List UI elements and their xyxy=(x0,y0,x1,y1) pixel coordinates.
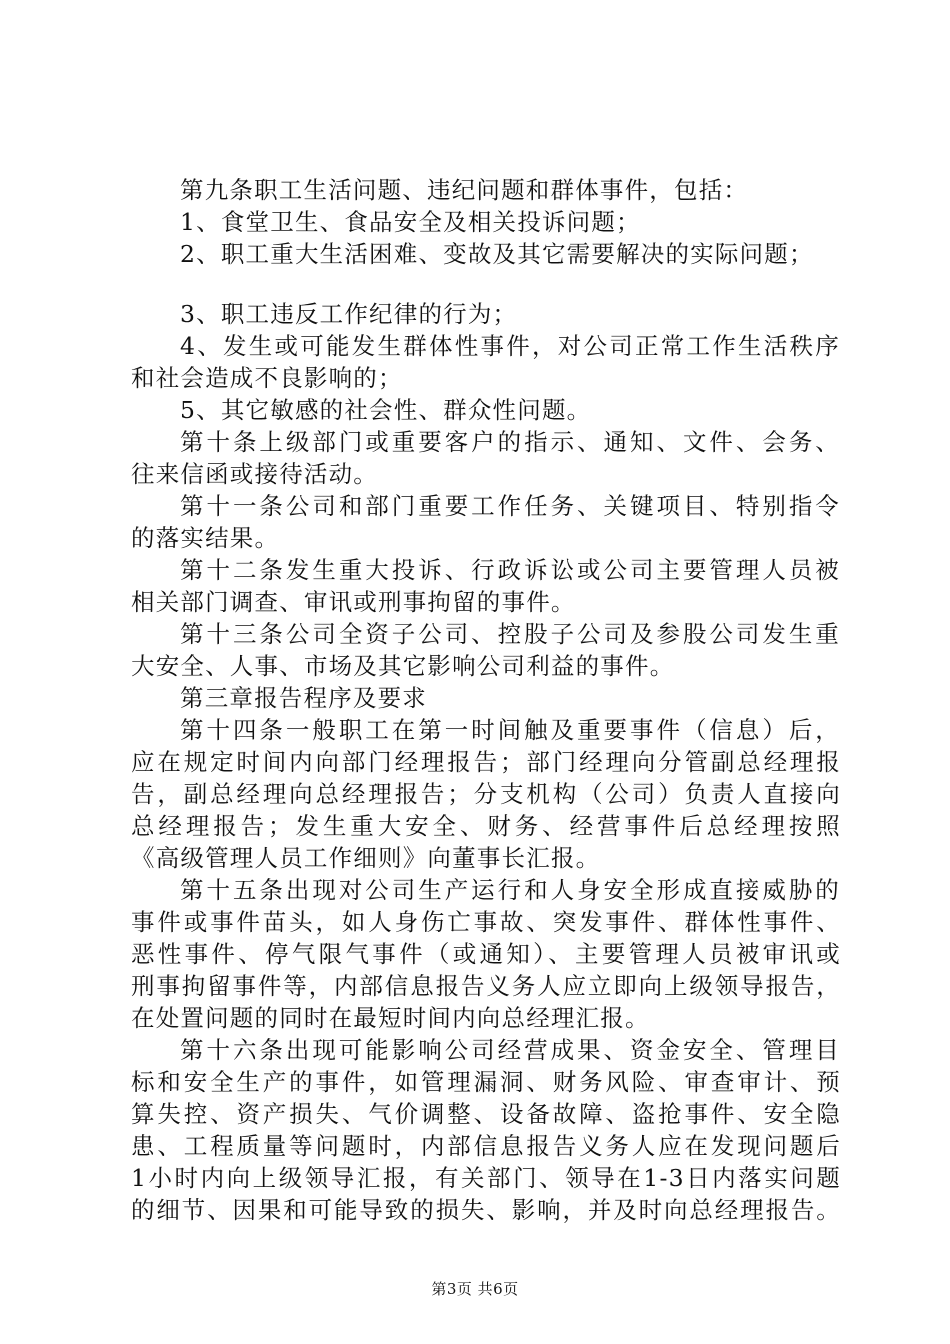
paragraph-line: 总经理报告；发生重大安全、财务、经营事件后总经理按照 xyxy=(131,812,841,840)
paragraph-line: 4、发生或可能发生群体性事件，对公司正常工作生活秩序 xyxy=(180,332,840,360)
paragraph-line: 的落实结果。 xyxy=(131,524,280,552)
paragraph-line: 第十一条公司和部门重要工作任务、关键项目、特别指令 xyxy=(180,492,840,520)
paragraph-line: 应在规定时间内向部门经理报告；部门经理向分管副总经理报 xyxy=(131,748,841,776)
paragraph-line: 《高级管理人员工作细则》向董事长汇报。 xyxy=(131,844,601,872)
paragraph-line: 算失控、资产损失、气价调整、设备故障、盗抢事件、安全隐 xyxy=(131,1100,841,1128)
paragraph-line: 和社会造成不良影响的； xyxy=(131,364,403,392)
paragraph-line: 2、职工重大生活困难、变故及其它需要解决的实际问题； xyxy=(180,240,814,268)
paragraph-line: 刑事拘留事件等，内部信息报告义务人应立即向上级领导报告， xyxy=(131,972,841,1000)
paragraph-line: 标和安全生产的事件，如管理漏洞、财务风险、审查审计、预 xyxy=(131,1068,841,1096)
paragraph-line: 告，副总经理向总经理报告；分支机构（公司）负责人直接向 xyxy=(131,780,841,808)
paragraph-line: 恶性事件、停气限气事件（或通知）、主要管理人员被审讯或 xyxy=(131,940,841,968)
chapter-heading: 第三章报告程序及要求 xyxy=(180,684,427,712)
paragraph-line: 第十六条出现可能影响公司经营成果、资金安全、管理目 xyxy=(180,1036,840,1064)
paragraph-line: 相关部门调查、审讯或刑事拘留的事件。 xyxy=(131,588,576,616)
paragraph-line: 大安全、人事、市场及其它影响公司利益的事件。 xyxy=(131,652,675,680)
paragraph-line: 事件或事件苗头，如人身伤亡事故、突发事件、群体性事件、 xyxy=(131,908,841,936)
paragraph-line: 第十条上级部门或重要客户的指示、通知、文件、会务、 xyxy=(180,428,840,456)
paragraph-line: 第十二条发生重大投诉、行政诉讼或公司主要管理人员被 xyxy=(180,556,840,584)
paragraph-line: 第十五条出现对公司生产运行和人身安全形成直接威胁的 xyxy=(180,876,840,904)
paragraph-line: 5、其它敏感的社会性、群众性问题。 xyxy=(180,396,592,424)
paragraph-line: 第九条职工生活问题、违纪问题和群体事件，包括： xyxy=(180,176,749,204)
paragraph-line: 在处置问题的同时在最短时间内向总经理汇报。 xyxy=(131,1004,650,1032)
paragraph-line: 第十三条公司全资子公司、控股子公司及参股公司发生重 xyxy=(180,620,840,648)
paragraph-line: 患、工程质量等问题时，内部信息报告义务人应在发现问题后 xyxy=(131,1132,841,1160)
page-footer: 第3页 共6页 xyxy=(431,1280,519,1298)
paragraph-line: 1小时内向上级领导汇报，有关部门、领导在1-3日内落实问题 xyxy=(131,1164,841,1192)
paragraph-line: 往来信函或接待活动。 xyxy=(131,460,378,488)
paragraph-line: 的细节、因果和可能导致的损失、影响，并及时向总经理报告。 xyxy=(131,1196,841,1224)
paragraph-line: 1、食堂卫生、食品安全及相关投诉问题； xyxy=(180,208,641,236)
paragraph-line: 第十四条一般职工在第一时间触及重要事件（信息）后， xyxy=(180,716,840,744)
paragraph-line: 3、职工违反工作纪律的行为； xyxy=(180,300,518,328)
